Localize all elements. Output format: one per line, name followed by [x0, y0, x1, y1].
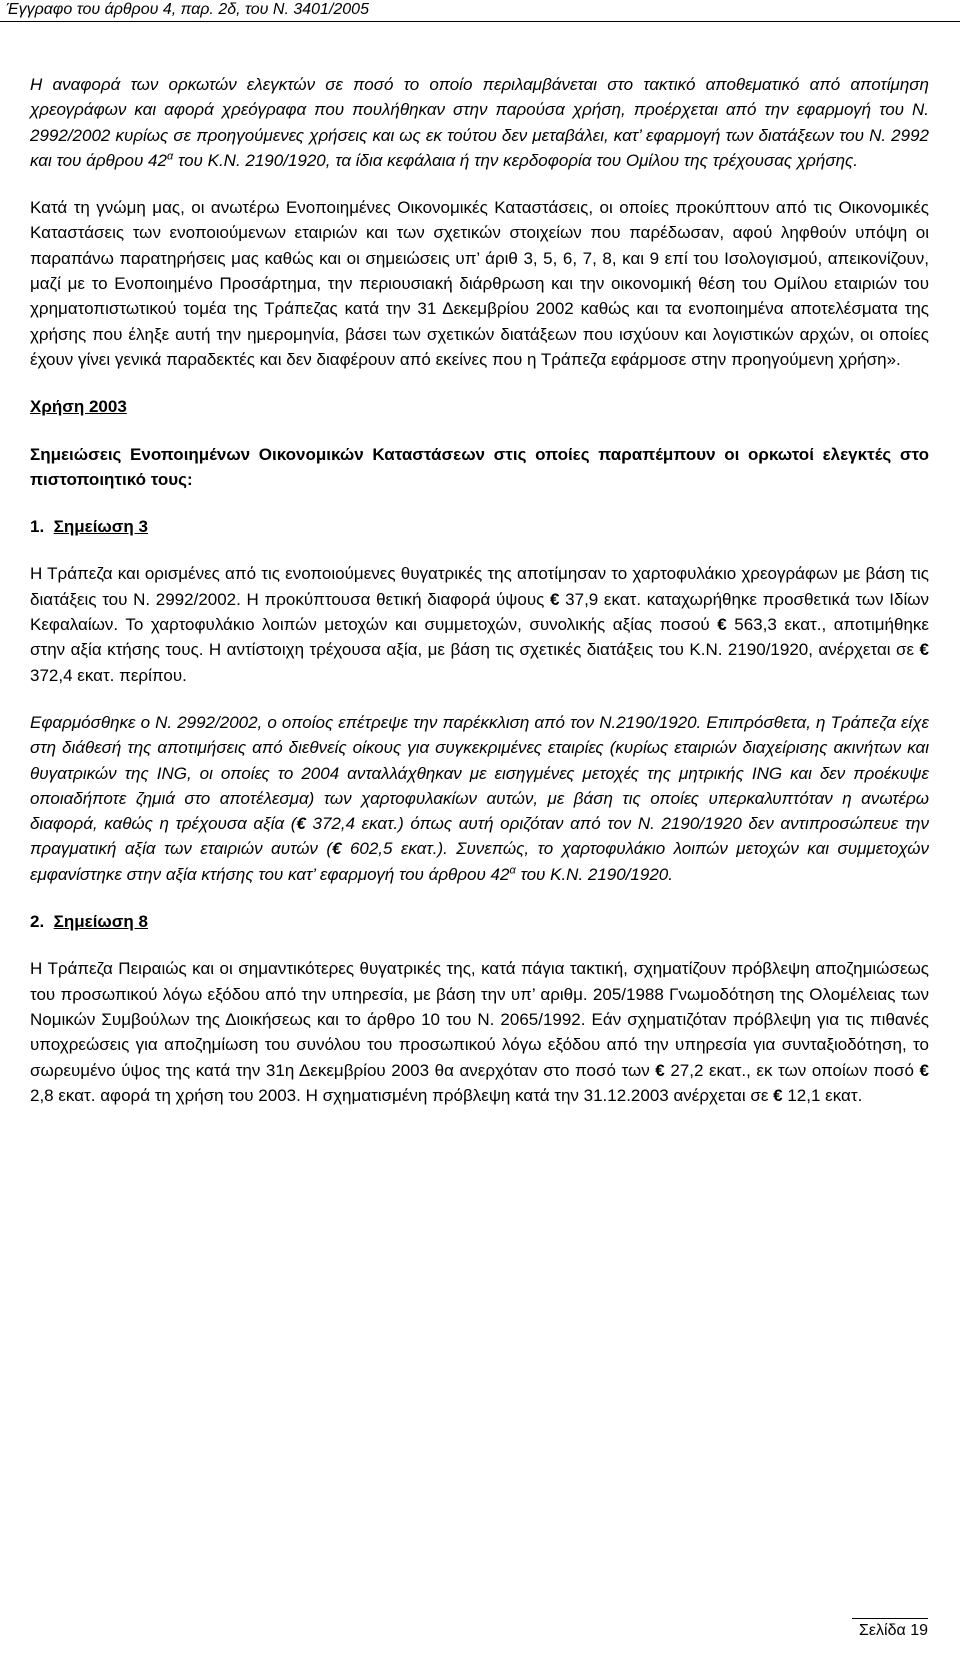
note-1-text-b: καταχωρήθηκε προσθετικά των Ιδίων Κεφαλαίων. Το χαρτοφυλάκιο λοιπών μετοχών και συμμετοχών, συνολικής αξίας ποσού [30, 589, 930, 635]
euro-icon: € [773, 1085, 783, 1105]
note-2-text-c: αφορά τη χρήση του 2003. Η σχηματισμένη πρόβλεψη κατά την 31.12.2003 ανέρχεται σε [95, 1085, 774, 1105]
note-2-text-b: , εκ των οποίων ποσό [746, 1060, 920, 1080]
superscript-alpha: α [166, 150, 174, 163]
document-header-title: Έγγραφο του άρθρου 4, παρ. 2δ, του Ν. 3401/2005 [6, 1, 369, 18]
note-2-title: Σημείωση 8 [53, 912, 148, 932]
explanation-text-a: Εφαρμόσθηκε ο Ν. 2992/2002, ο οποίος επέτρεψε την παρέκκλιση από τον Ν.2190/1920. Επιπρόσθετα, η Τράπεζα είχε στη διάθεσή της αποτιμήσεις από διεθνείς οίκους για συγκεκριμένες εταιρίες (κυρίως εταιριών διαχείρισης ακινήτων και θυγατρικών της ING, οι οποίες το 2004 ανταλλάχθηκαν με εισηγμένες μετοχές της μητρικής ING και δεν προέκυψε οποιαδήποτε ζημιά στο αποτέλεσμα) των χαρτοφυλακίων αυτών, με βάση τις οποίες υπερκαλυπτόταν η ανωτέρω διαφορά, καθώς η τρέχουσα αξία ( [30, 712, 929, 834]
explanation-text-b: ) όπως αυτή οριζόταν από τον Ν. 2190/1920 δεν αντιπροσώπευε την πραγματική αξία των εταιριών αυτών ( [30, 814, 929, 859]
note-2-amount-3: 12,1 εκατ. [787, 1085, 863, 1105]
note-1-explanation-paragraph [30, 710, 929, 887]
page-number: Σελίδα 19 [859, 1622, 928, 1639]
note-1-amount-2: 563,3 εκατ. [734, 615, 822, 635]
euro-icon: € [919, 640, 929, 660]
euro-icon: € [296, 814, 306, 834]
note-2-number: 2. [30, 912, 45, 932]
euro-icon: € [550, 589, 560, 609]
explanation-text-d: του Κ.Ν. 2190/1920. [515, 864, 673, 884]
page-header [0, 0, 960, 22]
remark-text-a: Η αναφορά των ορκωτών ελεγκτών σε ποσό το οποίο περιλαμβάνεται στο τακτικό αποθεματικό από αποτίμηση χρεογράφων και αφορά χρεόγραφα που πουλήθηκαν στην παρούσα χρήση, προέρχεται από την εφαρμογή του Ν. 2992/2002 κυρίως σε προηγούμενες χρήσεις και ως εκ τούτου δεν μεταβάλει, κατ’ εφαρμογή των διατάξεων του Ν. 2992 και του άρθρου 42 [30, 75, 929, 170]
euro-icon: € [919, 1060, 929, 1080]
note-2-amount-1: 27,2 εκατ. [670, 1060, 747, 1080]
explanation-text-c: ). Συνεπώς, το χαρτοφυλάκιο λοιπών μετοχών και συμμετοχών εμφανίστηκε στην αξία κτήσης του κατ’ εφαρμογή του άρθρου 42 [30, 839, 929, 884]
note-2-heading [30, 909, 929, 934]
note-1-paragraph [30, 561, 929, 687]
note-1-text-a: Η Τράπεζα και ορισμένες από τις ενοποιούμενες θυγατρικές της αποτίμησαν το χαρτοφυλάκιο χρεογράφων με βάση τις διατάξεις του Ν. 2992/2002. Η προκύπτουσα θετική διαφορά ύψους [30, 564, 929, 609]
note-1-text-d: περίπου. [114, 665, 187, 685]
explanation-amount-1: 372,4 εκατ. [312, 814, 399, 834]
opinion-paragraph: Κατά τη γνώμη μας, οι ανωτέρω Ενοποιημένες Οικονομικές Καταστάσεις, οι οποίες προκύπτουν από τις Οικονομικές Καταστάσεις των ενοποιούμενων εταιριών και των σχετικών στοιχείων που παρέδωσαν, αφού ληφθούν υπόψη οι παραπάνω παρατηρήσεις μας καθώς και οι σημειώσεις υπ’ άριθ 3, 5, 6, 7, 8, και 9 επί του Ισολογισμού, απεικονίζουν, μαζί με το Ενοποιημένο Προσάρτημα, την περιουσιακή διάρθρωση και την οικονομική θέση του Ομίλου εταιριών του χρηματοπιστωτικού τομέα της Τράπεζας κατά την 31 Δεκεμβρίου 2002 καθώς και τα ενοποιημένα αποτελέσματα της χρήσης που έληξε αυτή την ημερομηνία, βάσει των σχετικών διατάξεων που ισχύουν και λογιστικών αρχών, οι οποίες έχουν γίνει γενικά παραδεκτές και δεν διαφέρουν από εκείνες που η Τράπεζα εφάρμοσε στην προηγούμενη χρήση». [30, 198, 929, 369]
auditors-remark-paragraph [30, 72, 929, 173]
section-heading-year: Χρήση 2003 [30, 397, 127, 417]
remark-text-b: του Κ.Ν. 2190/1920, τα ίδια κεφάλαια ή την κερδοφορία του Ομίλου της τρέχουσας χρήσης. [173, 150, 859, 170]
note-2-text-a: Η Τράπεζα Πειραιώς και οι σημαντικότερες θυγατρικές της, κατά πάγια τακτική, σχηματίζουν πρόβλεψη αποζημιώσεως του προσωπικού λόγω εξόδου από την υπηρεσία, με βάση την υπ’ αριθμ. 205/1988 Γνωμοδότηση της Ολομέλειας των Νομικών Συμβούλων της Διοικήσεως και το άρθρο 10 του Ν. 2065/1992. Εάν σχηματιζόταν πρόβλεψη για τις πιθανές υποχρεώσεις για αποζημίωση του συνόλου του προσωπικού λόγω εξόδου από την υπηρεσία για συνταξιοδότηση, το σωρευμένο ύψος της κατά την 31η Δεκεμβρίου 2003 θα ανερχόταν στο ποσό των [30, 959, 929, 1080]
explanation-amount-2: 602,5 εκατ. [349, 839, 438, 859]
euro-icon: € [332, 839, 342, 859]
note-1-amount-3: 372,4 εκατ. [30, 665, 115, 685]
note-1-heading [30, 514, 929, 539]
footer-divider [852, 1618, 928, 1619]
note-2-paragraph [30, 956, 929, 1108]
header-divider [0, 21, 960, 22]
note-1-amount-1: 37,9 εκατ. [565, 589, 642, 609]
note-1-title: Σημείωση 3 [53, 517, 148, 537]
superscript-alpha: α [509, 864, 516, 877]
section-heading-notes: Σημειώσεις Ενοποιημένων Οικονομικών Καταστάσεων στις οποίες παραπέμπουν οι ορκωτοί ελεγκτές στο πιστοποιητικό τους: [30, 444, 929, 489]
document-body [30, 72, 929, 1108]
note-1-text-c: , αποτιμήθηκε στην αξία κτήσης τους. Η αντίστοιχη τρέχουσα αξία, με βάση τις σχετικές διατάξεις του Κ.Ν. 2190/1920, ανέρχεται σε [30, 615, 929, 660]
note-1-number: 1. [30, 517, 45, 537]
euro-icon: € [717, 615, 727, 635]
note-2-amount-2: 2,8 εκατ. [30, 1085, 96, 1105]
euro-icon: € [655, 1060, 665, 1080]
